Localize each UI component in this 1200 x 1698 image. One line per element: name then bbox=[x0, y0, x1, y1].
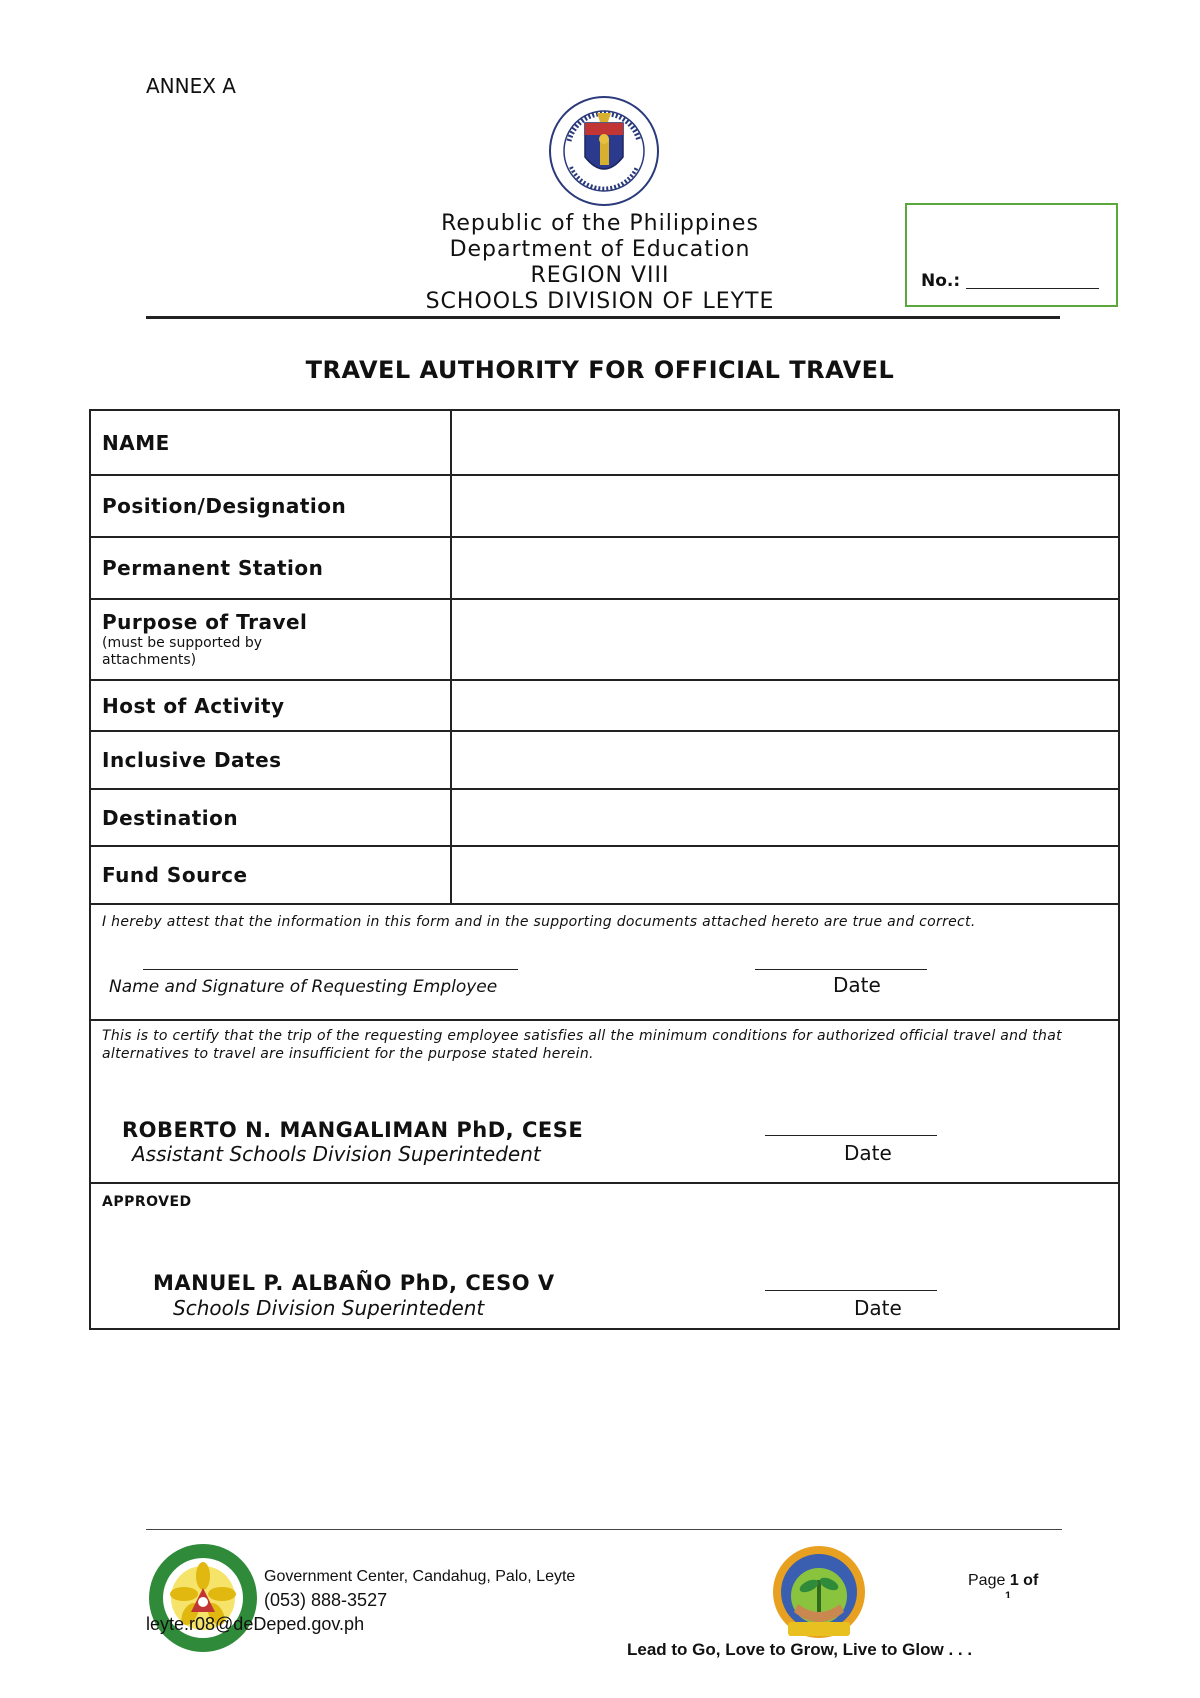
header-division: SCHOOLS DIVISION OF LEYTE bbox=[425, 289, 775, 314]
form-row-permanent-station[interactable] bbox=[91, 538, 1118, 600]
attestation-text: I hereby attest that the information in this form and in the supporting documents attached hereto are true and correct. bbox=[102, 914, 976, 930]
certifier-date-caption: Date bbox=[844, 1141, 892, 1165]
form-row-position[interactable] bbox=[91, 476, 1118, 538]
field-label-inclusive-dates: Inclusive Dates bbox=[102, 748, 282, 772]
number-box bbox=[905, 203, 1118, 307]
employee-date-line[interactable] bbox=[755, 969, 927, 970]
form-row-inclusive-dates[interactable] bbox=[91, 732, 1118, 790]
certifier-position: Assistant Schools Division Superintedent bbox=[132, 1142, 541, 1166]
employee-signature-line[interactable] bbox=[143, 969, 518, 970]
footer-phone: (053) 888-3527 bbox=[264, 1590, 388, 1610]
field-label-destination: Destination bbox=[102, 806, 239, 830]
form-row-purpose[interactable] bbox=[91, 600, 1118, 681]
header-region: REGION VIII bbox=[530, 263, 670, 288]
number-field-line[interactable] bbox=[966, 288, 1099, 289]
page-total: 1 bbox=[1005, 1590, 1012, 1598]
seedling-logo bbox=[764, 1544, 874, 1640]
number-label: No.: bbox=[921, 271, 961, 291]
approver-position: Schools Division Superintedent bbox=[173, 1296, 485, 1320]
attestation-section bbox=[91, 905, 1118, 1021]
field-label-position: Position/Designation bbox=[102, 494, 347, 518]
certifier-name: ROBERTO N. MANGALIMAN PhD, CESE bbox=[122, 1118, 584, 1142]
header-divider bbox=[146, 316, 1060, 319]
footer-address: Government Center, Candahug, Palo, Leyte bbox=[264, 1568, 576, 1585]
form-row-host[interactable] bbox=[91, 681, 1118, 732]
field-label-host: Host of Activity bbox=[102, 694, 285, 718]
page-prefix: Page bbox=[968, 1572, 1010, 1589]
footer-divider bbox=[146, 1529, 1062, 1530]
employee-date-caption: Date bbox=[833, 973, 881, 997]
form-row-fund-source[interactable] bbox=[91, 847, 1118, 905]
footer-email: leyte.r08@deDeped.gov.ph bbox=[146, 1614, 365, 1634]
page-of: of bbox=[1018, 1572, 1039, 1589]
deped-seal-logo bbox=[545, 95, 663, 207]
field-label-fund-source: Fund Source bbox=[102, 863, 248, 887]
schools-division-logo bbox=[146, 1542, 260, 1654]
page-indicator bbox=[968, 1572, 1038, 1590]
approver-name: MANUEL P. ALBAÑO PhD, CESO V bbox=[153, 1271, 555, 1295]
approval-section bbox=[91, 1184, 1118, 1330]
certification-text: This is to certify that the trip of the requesting employee satisfies all the minimum conditions for authorized official travel and that alternatives to travel are insufficient for the purpose stated herein. bbox=[102, 1028, 1062, 1062]
field-label-permanent-station: Permanent Station bbox=[102, 556, 324, 580]
form-row-name[interactable] bbox=[91, 411, 1118, 476]
employee-signature-caption: Name and Signature of Requesting Employee bbox=[109, 977, 498, 997]
form-row-destination[interactable] bbox=[91, 790, 1118, 847]
travel-authority-form bbox=[89, 409, 1120, 1330]
approver-date-caption: Date bbox=[854, 1296, 902, 1320]
form-title: TRAVEL AUTHORITY FOR OFFICIAL TRAVEL bbox=[305, 356, 895, 384]
certification-section bbox=[91, 1021, 1118, 1184]
field-note-purpose: (must be supported by attachments) bbox=[102, 635, 263, 668]
footer-motto: Lead to Go, Love to Grow, Live to Glow . . . bbox=[627, 1640, 973, 1659]
header-country: Republic of the Philippines bbox=[441, 211, 759, 236]
field-label-purpose: Purpose of Travel bbox=[102, 610, 308, 634]
approved-label: APPROVED bbox=[102, 1194, 192, 1210]
header-department: Department of Education bbox=[449, 237, 751, 262]
approver-date-line[interactable] bbox=[765, 1290, 937, 1291]
page-number: 1 bbox=[1009, 1572, 1019, 1589]
field-label-name: NAME bbox=[102, 431, 170, 455]
certifier-date-line[interactable] bbox=[765, 1135, 937, 1136]
annex-label: ANNEX A bbox=[146, 74, 236, 98]
